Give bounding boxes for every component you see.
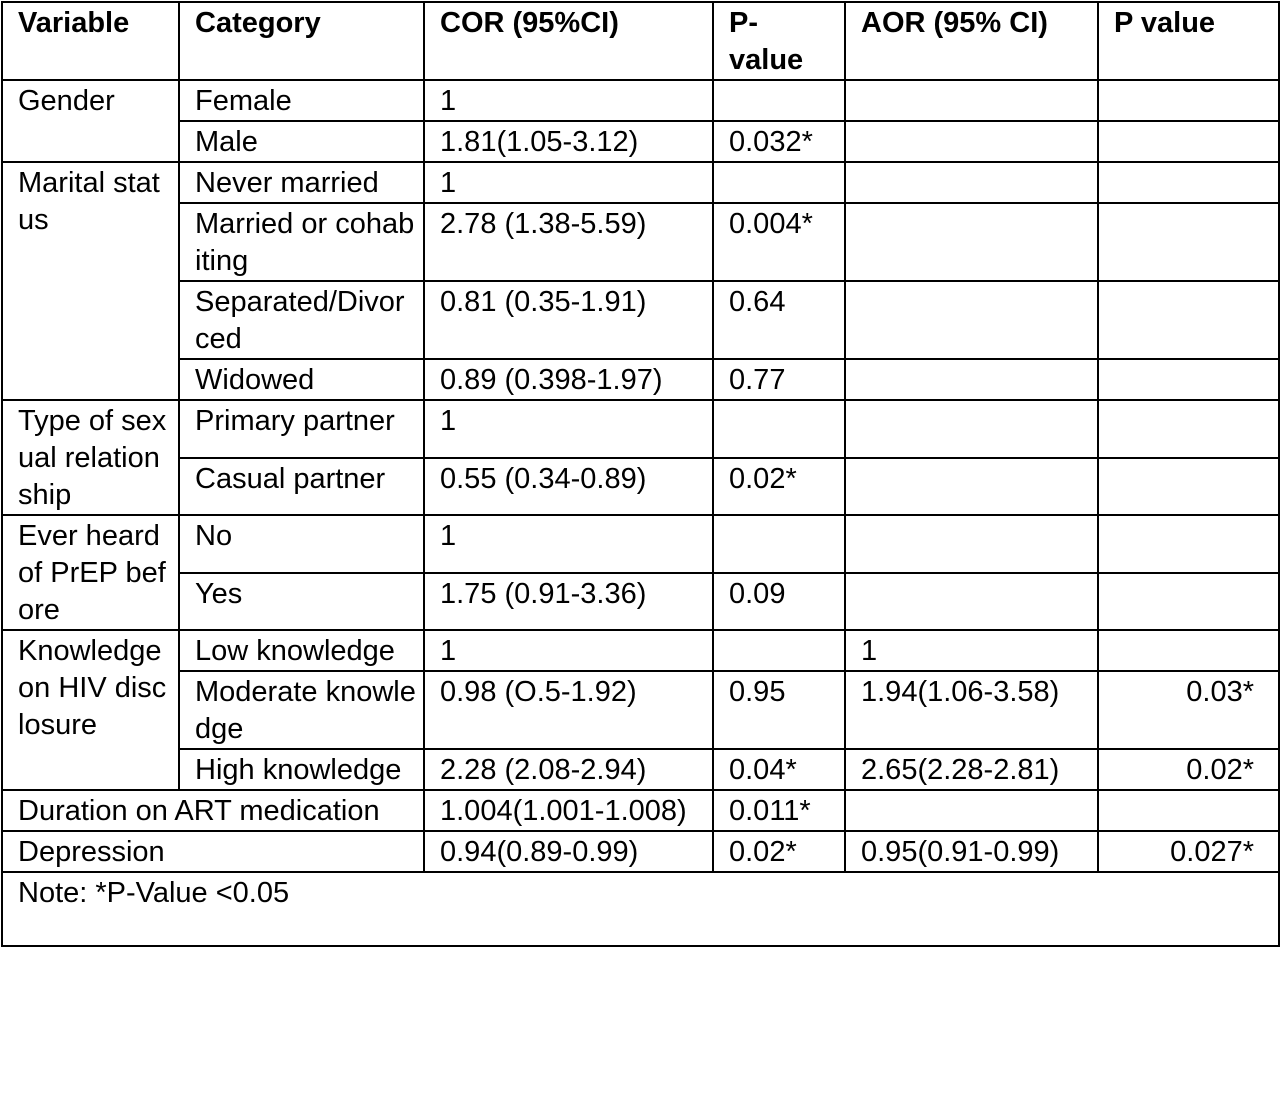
p-value-cell: 0.95 <box>713 671 845 749</box>
table-row <box>2 281 1279 359</box>
header-p-value: P- value <box>713 2 845 80</box>
cor-cell: 1 <box>424 80 713 121</box>
aor-cell: 0.95(0.91-0.99) <box>845 831 1098 872</box>
aor-cell <box>845 573 1098 631</box>
adjusted-p-value-cell <box>1098 281 1279 359</box>
p-value-cell <box>713 162 845 203</box>
table-note: Note: *P-Value <0.05 <box>2 872 1279 946</box>
cor-cell: 1 <box>424 630 713 671</box>
adjusted-p-value-cell: 0.027* <box>1098 831 1279 872</box>
category-cell: Separated/Divorced <box>179 281 424 359</box>
adjusted-p-value-cell <box>1098 162 1279 203</box>
header-p-value-adjusted: P value <box>1098 2 1279 80</box>
p-value-cell: 0.032* <box>713 121 845 162</box>
p-value-cell: 0.02* <box>713 458 845 516</box>
cor-cell: 1 <box>424 400 713 458</box>
cor-cell: 0.55 (0.34-0.89) <box>424 458 713 516</box>
table-row <box>2 400 1279 458</box>
aor-cell <box>845 203 1098 281</box>
table-row <box>2 515 1279 573</box>
category-cell: Primary partner <box>179 400 424 458</box>
aor-cell <box>845 400 1098 458</box>
header-cor: COR (95%CI) <box>424 2 713 80</box>
category-cell: Casual partner <box>179 458 424 516</box>
aor-cell <box>845 515 1098 573</box>
adjusted-p-value-cell <box>1098 359 1279 400</box>
category-cell: Female <box>179 80 424 121</box>
table-row <box>2 162 1279 203</box>
variable-cell: Depression <box>2 831 424 872</box>
adjusted-p-value-cell <box>1098 121 1279 162</box>
adjusted-p-value-cell <box>1098 573 1279 631</box>
cor-cell: 1.004(1.001-1.008) <box>424 790 713 831</box>
adjusted-p-value-cell <box>1098 790 1279 831</box>
aor-cell <box>845 359 1098 400</box>
header-category: Category <box>179 2 424 80</box>
cor-cell: 1.81(1.05-3.12) <box>424 121 713 162</box>
cor-cell: 1 <box>424 162 713 203</box>
table-row <box>2 831 1279 872</box>
variable-cell: Ever heard of PrEP before <box>2 515 179 630</box>
category-cell: Yes <box>179 573 424 631</box>
table-row <box>2 790 1279 831</box>
aor-cell: 1 <box>845 630 1098 671</box>
table-row <box>2 671 1279 749</box>
table-row <box>2 630 1279 671</box>
adjusted-p-value-cell: 0.02* <box>1098 749 1279 790</box>
adjusted-p-value-cell <box>1098 80 1279 121</box>
category-cell: Low knowledge <box>179 630 424 671</box>
category-cell: High knowledge <box>179 749 424 790</box>
aor-cell: 2.65(2.28-2.81) <box>845 749 1098 790</box>
p-value-cell: 0.77 <box>713 359 845 400</box>
p-value-cell: 0.011* <box>713 790 845 831</box>
variable-cell: Type of sexual relationship <box>2 400 179 515</box>
category-cell: Moderate knowledge <box>179 671 424 749</box>
category-cell: Married or cohabiting <box>179 203 424 281</box>
aor-cell <box>845 281 1098 359</box>
variable-cell: Knowledge on HIV disclosure <box>2 630 179 790</box>
aor-cell: 1.94(1.06-3.58) <box>845 671 1098 749</box>
table-row <box>2 749 1279 790</box>
p-value-cell: 0.04* <box>713 749 845 790</box>
regression-table <box>1 1 1280 947</box>
adjusted-p-value-cell <box>1098 203 1279 281</box>
p-value-cell <box>713 80 845 121</box>
aor-cell <box>845 790 1098 831</box>
aor-cell <box>845 121 1098 162</box>
adjusted-p-value-cell <box>1098 458 1279 516</box>
cor-cell: 0.89 (0.398-1.97) <box>424 359 713 400</box>
p-value-cell: 0.004* <box>713 203 845 281</box>
aor-cell <box>845 162 1098 203</box>
aor-cell <box>845 458 1098 516</box>
cor-cell: 0.98 (O.5-1.92) <box>424 671 713 749</box>
header-row <box>2 2 1279 80</box>
header-variable: Variable <box>2 2 179 80</box>
p-value-cell: 0.09 <box>713 573 845 631</box>
cor-cell: 2.78 (1.38-5.59) <box>424 203 713 281</box>
table-row <box>2 203 1279 281</box>
adjusted-p-value-cell <box>1098 515 1279 573</box>
header-aor: AOR (95% CI) <box>845 2 1098 80</box>
note-row <box>2 872 1279 946</box>
category-cell: No <box>179 515 424 573</box>
cor-cell: 1.75 (0.91-3.36) <box>424 573 713 631</box>
p-value-cell <box>713 400 845 458</box>
table-row <box>2 359 1279 400</box>
table-row <box>2 573 1279 631</box>
table-row <box>2 80 1279 121</box>
p-value-cell <box>713 515 845 573</box>
variable-cell: Marital status <box>2 162 179 400</box>
table-row <box>2 121 1279 162</box>
variable-cell: Gender <box>2 80 179 162</box>
cor-cell: 1 <box>424 515 713 573</box>
adjusted-p-value-cell: 0.03* <box>1098 671 1279 749</box>
table-row <box>2 458 1279 516</box>
p-value-cell: 0.64 <box>713 281 845 359</box>
category-cell: Male <box>179 121 424 162</box>
variable-cell: Duration on ART medication <box>2 790 424 831</box>
p-value-cell <box>713 630 845 671</box>
cor-cell: 0.94(0.89-0.99) <box>424 831 713 872</box>
adjusted-p-value-cell <box>1098 400 1279 458</box>
aor-cell <box>845 80 1098 121</box>
p-value-cell: 0.02* <box>713 831 845 872</box>
category-cell: Never married <box>179 162 424 203</box>
category-cell: Widowed <box>179 359 424 400</box>
adjusted-p-value-cell <box>1098 630 1279 671</box>
cor-cell: 0.81 (0.35-1.91) <box>424 281 713 359</box>
cor-cell: 2.28 (2.08-2.94) <box>424 749 713 790</box>
